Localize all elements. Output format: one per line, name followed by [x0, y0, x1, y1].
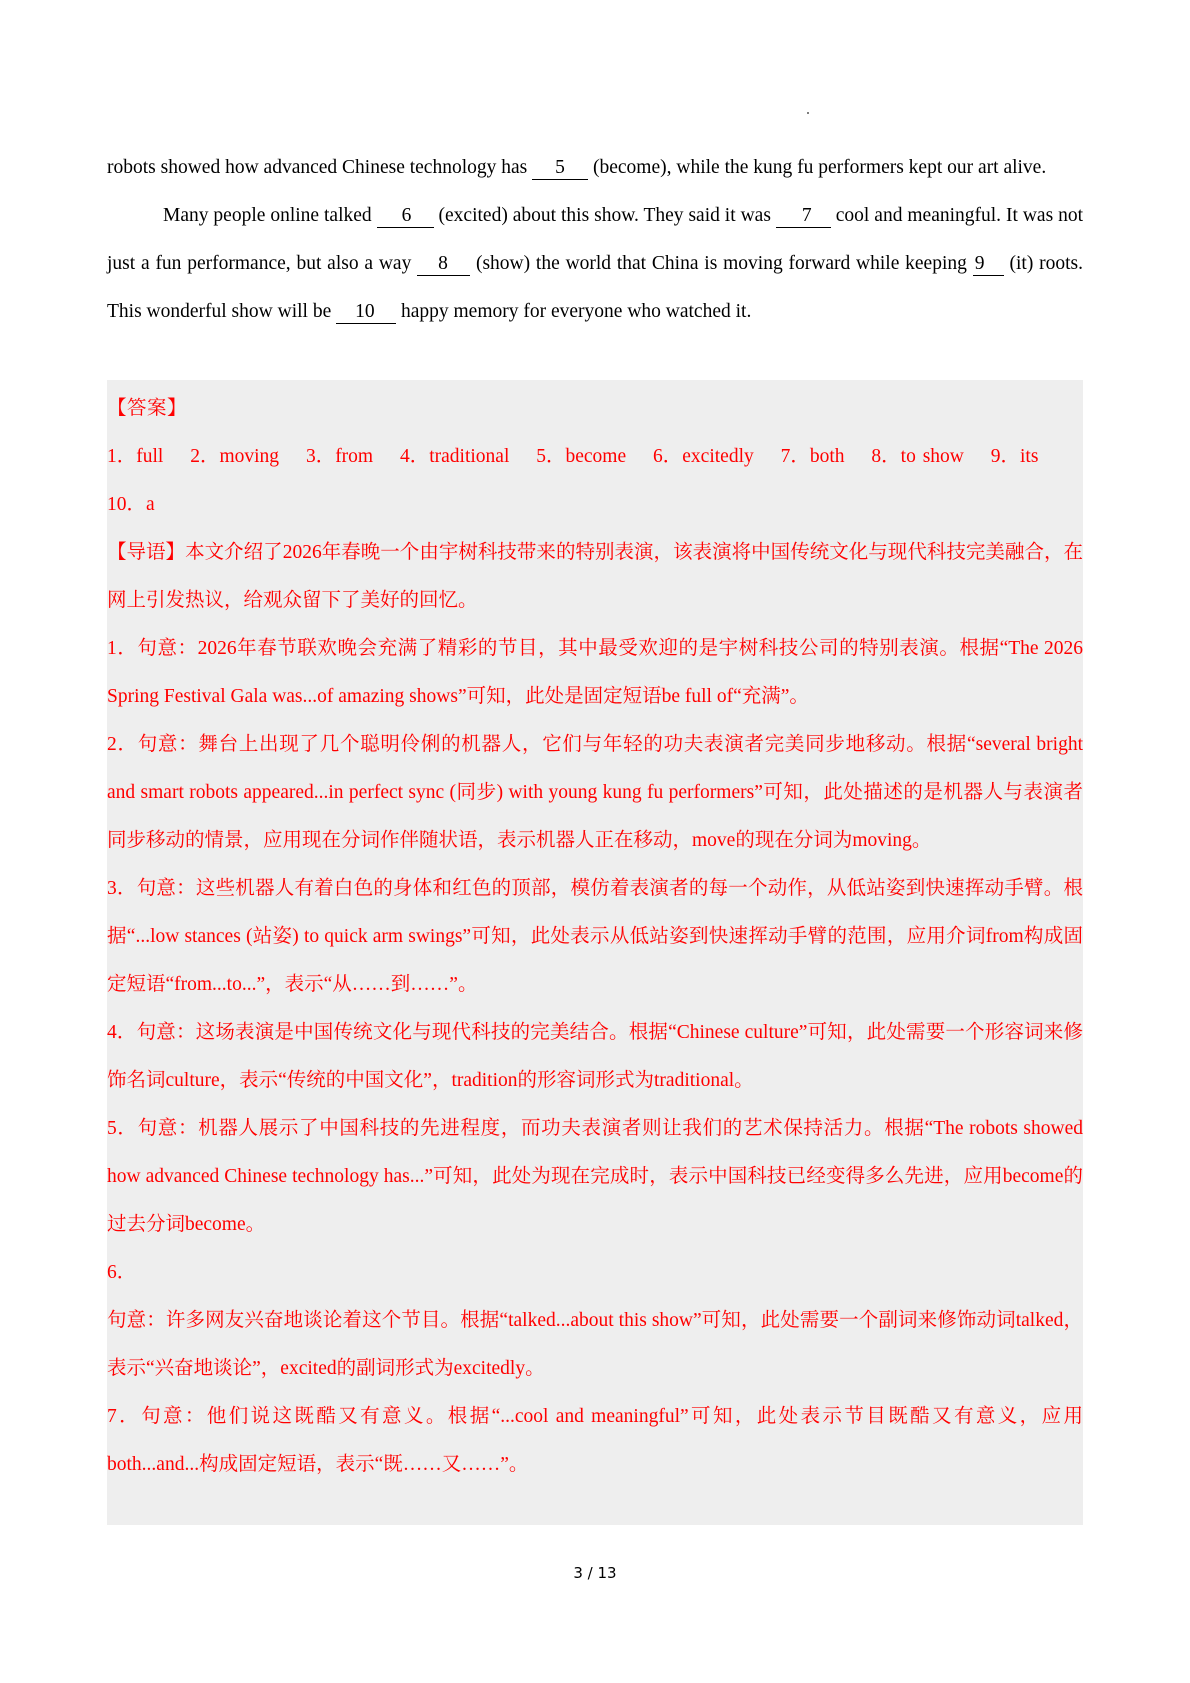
explanation-7: 7．句意：他们说这既酷又有意义。根据“...cool and meaningful”可知，此处表示节目既酷又有意义，应用both...and...构成固定短语，表示“既……又……”。 [107, 1406, 1083, 1475]
passage-paragraph-1 [107, 144, 1083, 192]
answer-list [107, 433, 1083, 481]
explanation-2: 2．句意：舞台上出现了几个聪明伶俐的机器人，它们与年轻的功夫表演者完美同步地移动。根据“several bright and smart robots appeared...in perfect sync (同步) with young kung fu performers”可知，此处描述的是机器人与表演者同步移动的情景，应用现在分词作伴随状语，表示机器人正在移动，move的现在分词为moving。 [107, 734, 1083, 851]
explanation-4: 4．句意：这场表演是中国传统文化与现代科技的完美结合。根据“Chinese culture”可知，此处需要一个形容词来修饰名词culture，表示“传统的中国文化”，tradition的形容词形式为traditional。 [107, 1022, 1083, 1091]
header-mark [807, 112, 809, 114]
blank-10: 10 [336, 301, 396, 324]
explanation-5: 5．句意：机器人展示了中国科技的先进程度，而功夫表演者则让我们的艺术保持活力。根据“The robots showed how advanced Chinese technology has...”可知，此处为现在完成时，表示中国科技已经变得多么先进，应用become的过去分词become。 [107, 1118, 1083, 1235]
passage-text-span: Many people online talked [163, 205, 372, 226]
blank-6: 6 [377, 205, 434, 228]
explanation-3: 3．句意：这些机器人有着白色的身体和红色的顶部，模仿着表演者的每一个动作，从低站姿到快速挥动手臂。根据“...low stances (站姿) to quick arm swings”可知，此处表示从低站姿到快速挥动手臂的范围，应用介词from构成固定短语“from...to...”，表示“从……到……”。 [107, 878, 1083, 995]
answer-header: 【答案】 [107, 398, 188, 419]
answer-item-3: 3．from [305, 446, 374, 467]
intro-label: 【导语】 [107, 542, 186, 563]
answer-item-10: 10．a [107, 494, 155, 515]
passage-text-span: (it) roots. This wonderful show will be [107, 253, 1084, 322]
passage-text-span: cool and meaningful. It [835, 205, 1018, 226]
explanation-6: 句意：许多网友兴奋地谈论着这个节目。根据“talked...about this show”可知，此处需要一个副词来修饰动词talked，表示“兴奋地谈论”，excited的副词形式为excitedly。 [107, 1310, 1083, 1379]
answer-item-1: 1．full [107, 446, 164, 467]
answer-item-9: 9．its [990, 446, 1039, 467]
passage-text-span: was not just a fun performance, but also a way [107, 205, 1084, 274]
passage-text-span: (excited) about this show. They said it was [438, 205, 771, 226]
explanation-1: 1．句意：2026年春节联欢晚会充满了精彩的节目，其中最受欢迎的是宇树科技公司的特别表演。根据“The 2026 Spring Festival Gala was...of amazing shows”可知，此处是固定短语be full of“充满”。 [107, 638, 1083, 707]
blank-8: 8 [417, 253, 470, 276]
passage-text-span: (become), while the kung fu performers kept our art [593, 157, 999, 178]
passage-text-span: (show) the world that China is moving forward while keeping [475, 253, 967, 274]
intro-text: 本文介绍了2026年春晚一个由宇树科技带来的特别表演，该表演将中国传统文化与现代科技完美融合，在网上引发热议，给观众留下了美好的回忆。 [107, 542, 1083, 611]
passage-text-span: happy memory for everyone who watched it. [400, 301, 752, 322]
blank-5: 5 [532, 157, 588, 180]
answer-item-8: 8．to show [871, 446, 964, 467]
page-number: 3 / 13 [573, 1564, 617, 1582]
blank-7: 7 [776, 205, 831, 228]
passage-text-span: robots showed how advanced Chinese technology has [107, 157, 528, 178]
intro-paragraph [107, 529, 1083, 625]
answer-item-2: 2．moving [190, 446, 280, 467]
answer-item-5: 5．become [536, 446, 627, 467]
answer-section [107, 385, 1083, 1489]
answer-item-7: 7．both [780, 446, 845, 467]
explanation-6-number: 6． [107, 1262, 137, 1283]
passage-text-span: alive. [1003, 157, 1047, 178]
answer-item-6: 6．excitedly [653, 446, 754, 467]
blank-9: 9 [973, 253, 1004, 276]
answer-item-4: 4．traditional [399, 446, 510, 467]
passage-text [107, 144, 1083, 336]
passage-paragraph-2 [107, 192, 1083, 336]
